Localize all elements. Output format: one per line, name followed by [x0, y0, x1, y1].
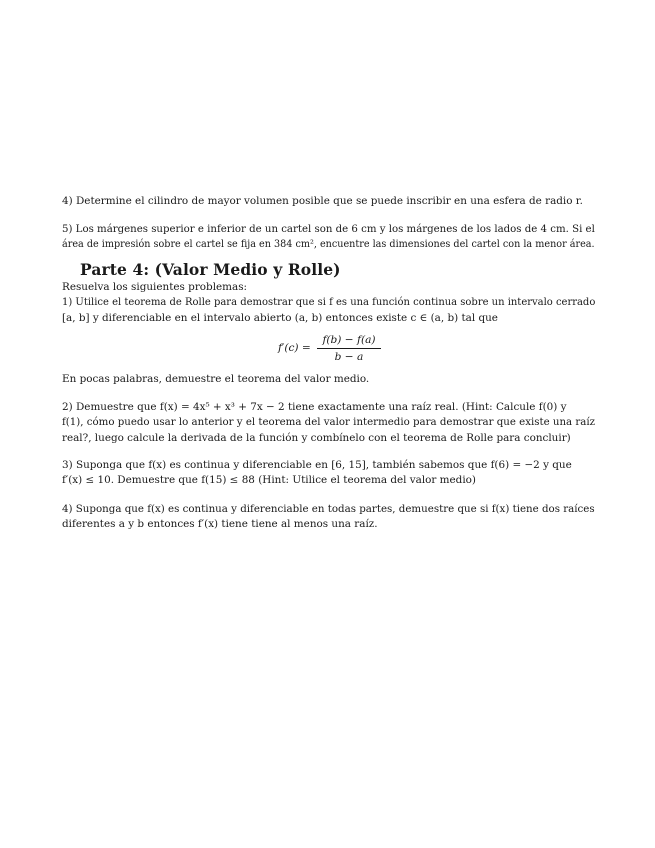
problem-1-line-2: [a, b] y diferenciable en el intervalo abierto (a, b) entonces existe c ∈ (a, b) tal que: [62, 311, 498, 324]
problem-5-line-1: 5) Los márgenes superior e inferior de un cartel son de 6 cm y los márgenes de los lados de 4 cm. Si el: [62, 223, 595, 235]
fraction-bar: [317, 348, 381, 349]
problem-1-after: En pocas palabras, demuestre el teorema del valor medio.: [62, 373, 370, 385]
problem-3-line-2: f′(x) ≤ 10. Demuestre que f(15) ≤ 88 (Hint: Utilice el teorema del valor medio): [62, 474, 476, 487]
section-heading-part-4: Parte 4: (Valor Medio y Rolle): [80, 260, 341, 279]
mean-value-formula: [270, 333, 390, 367]
problem-2-line-1: 2) Demuestre que f(x) = 4x⁵ + x³ + 7x − 2 tiene exactamente una raíz real. (Hint: Calcule f(0) y: [62, 401, 567, 413]
problem-4-cylinder: [62, 194, 595, 209]
part-4-intro-block: [62, 280, 595, 326]
problem-1-conclusion: [62, 372, 595, 387]
problem-5-line-2: área de impresión sobre el cartel se fija en 384 cm², encuentre las dimensiones del cartel con la menor área.: [62, 238, 595, 251]
problem-3-block: [62, 458, 595, 489]
part-4-intro: Resuelva los siguientes problemas:: [62, 281, 248, 293]
problem-2-block: [62, 400, 595, 446]
problem-2-line-2: f(1), cómo puedo usar lo anterior y el teorema del valor intermedio para demostrar que existe una raíz: [62, 416, 596, 429]
problem-4b-line-2: diferentes a y b entonces f′(x) tiene tiene al menos una raíz.: [62, 518, 378, 531]
formula-fraction: [317, 334, 381, 364]
problem-4-block: [62, 502, 595, 533]
problem-4-line-1: 4) Determine el cilindro de mayor volumen posible que se puede inscribir en una esfera de radio r.: [62, 195, 583, 207]
problem-2-line-3: real?, luego calcule la derivada de la función y combínelo con el teorema de Rolle para concluir): [62, 431, 571, 444]
formula-denominator: b − a: [334, 351, 364, 363]
formula-numerator: f(b) − f(a): [322, 334, 376, 346]
problem-3-line-1: 3) Suponga que f(x) es continua y diferenciable en [6, 15], también sabemos que f(6) = −2 y que: [62, 459, 572, 471]
problem-1-line-1: 1) Utilice el teorema de Rolle para demostrar que si f es una función continua sobre un intervalo cerrado: [62, 296, 596, 309]
problem-4b-line-1: 4) Suponga que f(x) es continua y diferenciable en todas partes, demuestre que si f(x) tiene dos raíces: [62, 503, 595, 515]
problem-5-poster: [62, 222, 595, 253]
formula-lhs: f′(c) =: [278, 342, 311, 354]
